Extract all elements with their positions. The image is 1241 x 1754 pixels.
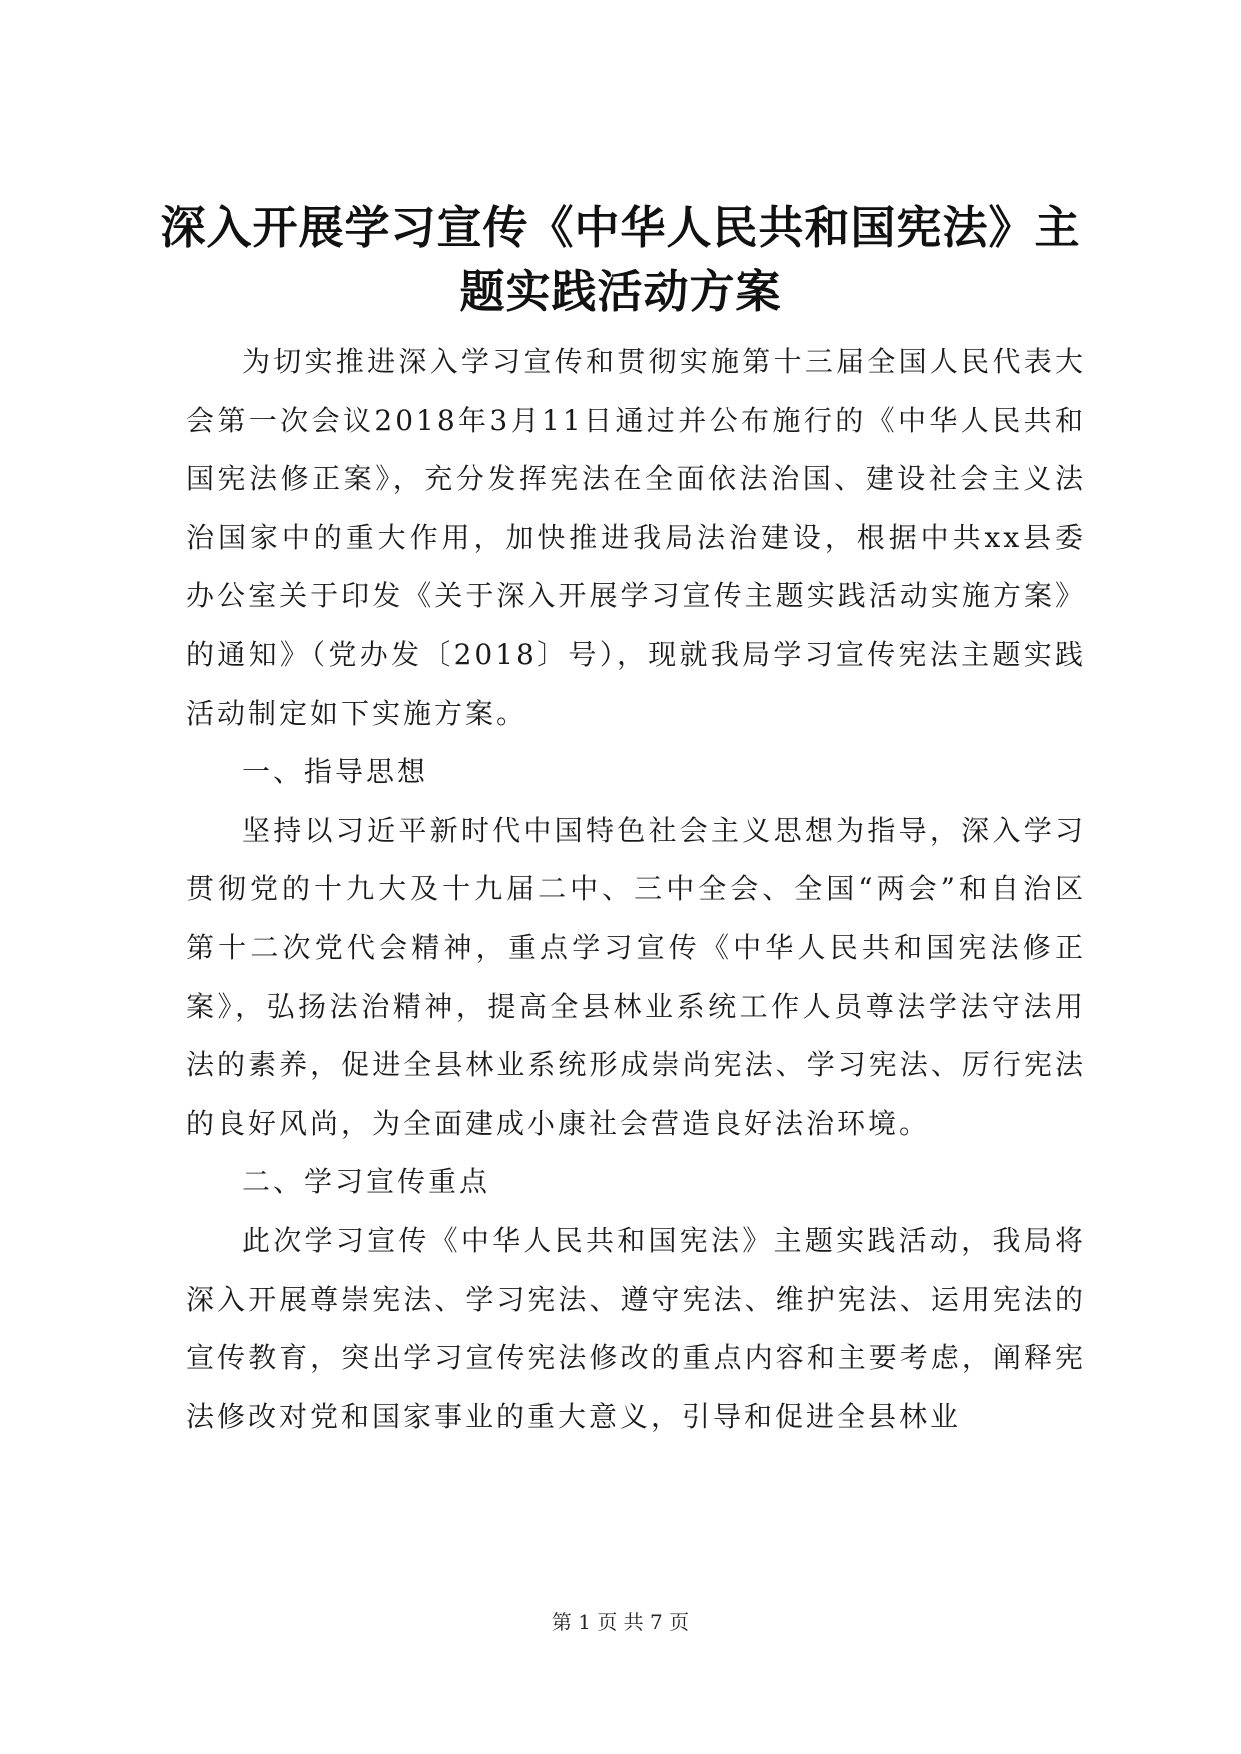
guiding-ideology-paragraph: 坚持以习近平新时代中国特色社会主义思想为指导，深入学习贯彻党的十九大及十九届二中、三中全会、全国“两会”和自治区第十二次党代会精神，重点学习宣传《中华人民共和国宪法修正案》，弘扬法治精神，提高全县林业系统工作人员尊法学法守法用法的素养，促进全县林业系统形成崇尚宪法、学习宪法、厉行宪法的良好风尚，为全面建成小康社会营造良好法治环境。 <box>186 813 1086 1140</box>
section-heading-publicity-focus: 二、学习宣传重点 <box>242 1165 491 1199</box>
intro-paragraph: 为切实推进深入学习宣传和贯彻实施第十三届全国人民代表大会第一次会议2018年3月11日通过并公布施行的《中华人民共和国宪法修正案》，充分发挥宪法在全面依法治国、建设社会主义法治国家中的重大作用，加快推进我局法治建设，根据中共xx县委办公室关于印发《关于深入开展学习宣传主题实践活动实施方案》的通知》（党办发〔2018〕号），现就我局学习宣传宪法主题实践活动制定如下实施方案。 <box>186 345 1086 730</box>
page-number-footer: 第 1 页 共 7 页 <box>551 1610 690 1634</box>
document-title: 深入开展学习宣传《中华人民共和国宪法》主题实践活动方案 <box>160 201 1081 318</box>
section-heading-guiding-ideology: 一、指导思想 <box>242 755 429 789</box>
publicity-focus-paragraph: 此次学习宣传《中华人民共和国宪法》主题实践活动，我局将深入开展尊崇宪法、学习宪法、遵守宪法、维护宪法、运用宪法的宣传教育，突出学习宣传宪法修改的重点内容和主要考虑，阐释宪法修改对党和国家事业的重大意义，引导和促进全县林业 <box>186 1223 1086 1433</box>
document-body <box>186 333 1086 1446</box>
